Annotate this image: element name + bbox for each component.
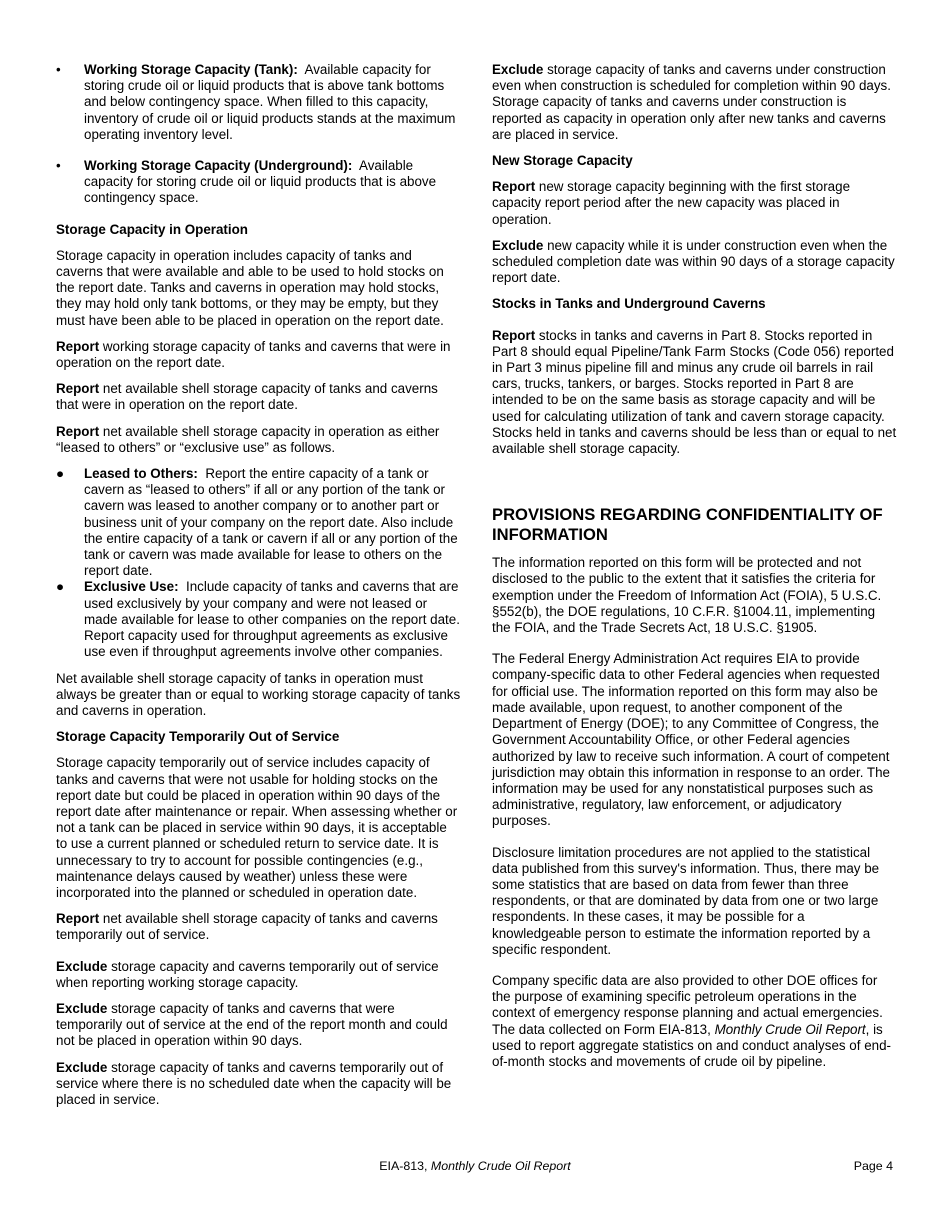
definition-term: Working Storage Capacity (Tank):: [84, 62, 298, 77]
paragraph: Report new storage capacity beginning with the first storage capacity report period after the new capacity was placed in operation.: [492, 179, 851, 227]
footer-form-label: EIA-813, Monthly Crude Oil Report: [379, 1159, 571, 1173]
list-item: [56, 158, 461, 207]
definition-text: Available capacity for storing crude oil or liquid products that is above tank bottoms and below contingency space. When filled to this capacity, inventory of crude oil or liquid products stands at the maximum operating inventory level.: [84, 62, 456, 142]
section-heading-out-of-service: Storage Capacity Temporarily Out of Service: [56, 729, 340, 745]
bullet-icon: •: [56, 62, 61, 77]
usage-term: Exclusive Use:: [84, 579, 179, 595]
bullet-icon: ●: [56, 579, 65, 595]
definition-list: [56, 62, 461, 207]
paragraph: The information reported on this form will be protected and not disclosed to the public to the extent that it satisfies the criteria for exemption under the Freedom of Information Act (FOIA), 5 U.S.C. §552(b), the DOE regulations, 10 C.F.R. §1004.11, implementing the FOIA, and the Trade Secrets Act, 18 U.S.C. §1905.: [492, 555, 882, 636]
definition-text: Available capacity for storing crude oil or liquid products that is above contingency space.: [84, 158, 437, 206]
paragraph: Report stocks in tanks and caverns in Part 8. Stocks reported in Part 8 should equal Pipeline/Tank Farm Stocks (Code 056) reported in Part 3 minus pipeline fill and minus any crude oil barrels in rail cars, trucks, tankers, or barges. Stocks reported in Part 8 are intended to be on the same basis as storage capacity and will be used for calculating utilization of tank and cavern storage capacity. Stocks held in tanks and caverns should be less than or equal to net available shell storage capacity.: [492, 327, 897, 457]
paragraph: Storage capacity temporarily out of service includes capacity of tanks and caverns that were not usable for holding stocks on the report date but could be placed in operation within 90 days of the report date after maintenance or repair. When assessing whether or not a tank can be placed in service within 90 days, it is acceptable to use a current planned or scheduled return to service date. It is unnecessary to try to account for possible contingencies (e.g., maintenance delays caused by weather) unless these were incorporated into the planned or scheduled in operation date.: [56, 755, 458, 900]
paragraph: Exclude storage capacity and caverns temporarily out of service when reporting working storage capacity.: [56, 958, 439, 990]
bullet-icon: ●: [56, 466, 65, 482]
paragraph: Exclude storage capacity of tanks and caverns under construction even when construction is scheduled for completion within 90 days. Storage capacity of tanks and caverns under construction is reported as capacity in operation only after new tanks and caverns are placed in service.: [492, 62, 891, 142]
paragraph: Disclosure limitation procedures are not applied to the statistical data published from this survey's information. Thus, there may be some statistics that are based on data from fewer than three respondents, or that are dominated by data from one or two large respondents. In these cases, it may be possible for a knowledgeable person to estimate the information reported by a specific respondent.: [492, 844, 880, 957]
section-heading-confidentiality: PROVISIONS REGARDING CONFIDENTIALITY OF INFORMATION: [492, 505, 883, 545]
form-title: Monthly Crude Oil Report: [714, 1021, 866, 1037]
list-item: [56, 579, 461, 660]
paragraph: Company specific data are also provided to other DOE offices for the purpose of examining specific petroleum operations in the context of emergency response planning and actual emergencies. The data collected on Form EIA-813, Monthly Crude Oil Report, is used to report aggregate statistics on and conduct analyses of end-of-month stocks and movements of crude oil by pipeline.: [492, 972, 891, 1069]
page-number: Page 4: [853, 1159, 893, 1173]
paragraph: The Federal Energy Administration Act requires EIA to provide company-specific data to other Federal agencies when requested for official use. The information reported on this form may also be made available, upon request, to another component of the Department of Energy (DOE); to any Committee of Congress, the Government Accountability Office, or other Federal agencies authorized by law to receive such information. A court of competent jurisdiction may obtain this information in response to an order. The information may be used for any nonstatistical purposes such as administrative, regulatory, law enforcement, or adjudicatory purposes.: [492, 651, 890, 829]
bullet-icon: •: [56, 158, 61, 174]
usage-list: [56, 466, 461, 660]
section-heading-stocks: Stocks in Tanks and Underground Caverns: [492, 296, 766, 312]
paragraph: Exclude storage capacity of tanks and caverns that were temporarily out of service at the end of the report month and could not be placed in operation within 90 days.: [56, 1000, 448, 1049]
list-item: [56, 466, 461, 579]
usage-text: Include capacity of tanks and caverns that are used exclusively by your company and were not leased or made available for lease to other companies on the report date. Report capacity used for throughput agreements as exclusive use even if throughput agreements involve other companies.: [84, 579, 460, 660]
section-heading-in-operation: Storage Capacity in Operation: [56, 221, 248, 237]
paragraph: Storage capacity in operation includes capacity of tanks and caverns that were available and able to be used to hold stocks on the report date. Tanks and caverns in operation may hold stocks, they may hold only tank bottoms, or they may be empty, but they must have been able to be placed in operation on the report date.: [56, 247, 444, 328]
usage-term: Leased to Others:: [84, 466, 198, 482]
definition-term: Working Storage Capacity (Underground):: [84, 158, 353, 174]
right-column: [492, 62, 897, 1080]
paragraph: Report net available shell storage capacity of tanks and caverns that were in operation on the report date.: [56, 381, 438, 413]
paragraph: Report working storage capacity of tanks and caverns that were in operation on the report date.: [56, 338, 451, 371]
paragraph: Report net available shell storage capacity in operation as either “leased to others” or “exclusive use” as follows.: [56, 423, 440, 455]
paragraph: Report net available shell storage capacity of tanks and caverns temporarily out of service.: [56, 911, 438, 943]
section-heading-new-capacity: New Storage Capacity: [492, 153, 633, 169]
paragraph: Exclude storage capacity of tanks and caverns temporarily out of service where there is no scheduled date when the capacity will be placed in service.: [56, 1059, 452, 1107]
paragraph: Net available shell storage capacity of tanks in operation must always be greater than or equal to working storage capacity of tanks and caverns in operation.: [56, 670, 461, 718]
left-column: [56, 62, 461, 1118]
usage-text: Report the entire capacity of a tank or cavern as “leased to others” if all or any portion of the tank or cavern was leased to another company or to another part or business unit of your company on the report date. Also include the entire capacity of a tank or cavern if all or any portion of the tank or cavern was made available for lease to others on the report date.: [84, 466, 458, 579]
paragraph: Exclude new capacity while it is under construction even when the scheduled completion date was within 90 days of a storage capacity report date.: [492, 237, 895, 286]
list-item: [56, 62, 461, 143]
